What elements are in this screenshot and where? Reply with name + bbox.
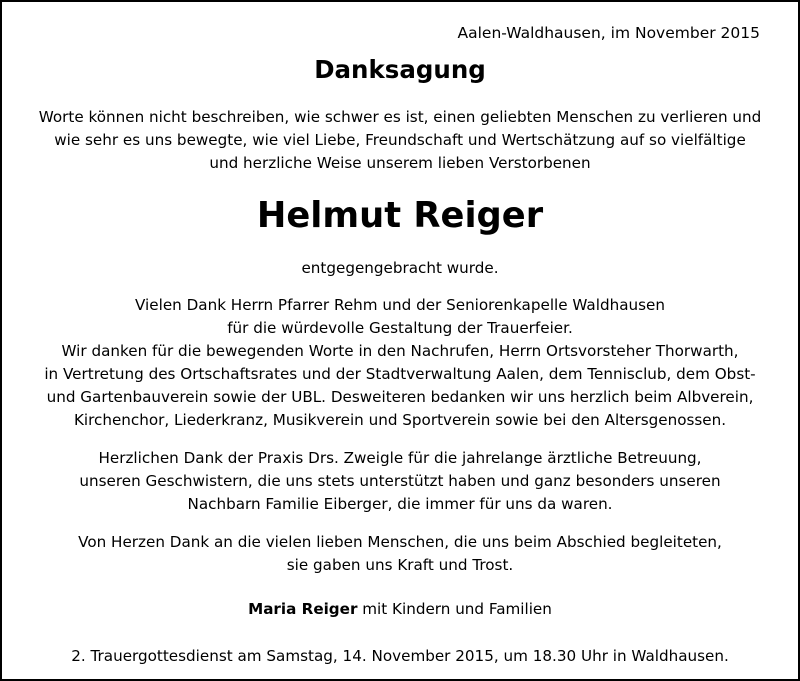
signature-rest: mit Kindern und Familien (357, 600, 552, 618)
thanks3-line-1: Von Herzen Dank an die vielen lieben Menschen, die uns beim Abschied begleiteten, (78, 533, 722, 551)
thanks3-line-2: sie gaben uns Kraft und Trost. (286, 556, 514, 574)
intro-line-1: Worte können nicht beschreiben, wie schwer es ist, einen geliebten Menschen zu verlieren und (38, 108, 762, 126)
after-name-text: entgegengebracht wurde. (301, 259, 499, 277)
deceased-name: Helmut Reiger (256, 195, 544, 236)
page-title: Danksagung (314, 55, 486, 84)
signature-name: Maria Reiger (248, 600, 358, 618)
service-notice: 2. Trauergottesdienst am Samstag, 14. November 2015, um 18.30 Uhr in Waldhausen. (71, 647, 729, 665)
thanks2-line-2: unseren Geschwistern, die uns stets unterstützt haben und ganz besonders unseren (79, 472, 721, 490)
thanks2-line-1: Herzlichen Dank der Praxis Drs. Zweigle für die jahrelange ärztliche Betreuung, (98, 449, 702, 467)
thanks2-line-3: Nachbarn Familie Eiberger, die immer für uns da waren. (187, 495, 613, 513)
thanks-line-4: in Vertretung des Ortschaftsrates und der Stadtverwaltung Aalen, dem Tennisclub, dem Obst- (44, 365, 756, 383)
place-date: Aalen-Waldhausen, im November 2015 (457, 24, 760, 42)
thanks-line-5: und Gartenbauverein sowie der UBL. Desweiteren bedanken wir uns herzlich beim Albverein, (46, 388, 754, 406)
intro-line-3: und herzliche Weise unserem lieben Verstorbenen (209, 154, 591, 172)
thanks-line-3: Wir danken für die bewegenden Worte in den Nachrufen, Herrn Ortsvorsteher Thorwarth, (61, 342, 739, 360)
intro-line-2: wie sehr es uns bewegte, wie viel Liebe, Freundschaft und Wertschätzung auf so vielfältige (54, 131, 746, 149)
thanks-line-2: für die würdevolle Gestaltung der Trauerfeier. (227, 319, 573, 337)
thanks-line-1: Vielen Dank Herrn Pfarrer Rehm und der Seniorenkapelle Waldhausen (135, 296, 665, 314)
signature (2, 599, 798, 619)
thanks-line-6: Kirchenchor, Liederkranz, Musikverein und Sportverein sowie bei den Altersgenossen. (73, 411, 727, 429)
